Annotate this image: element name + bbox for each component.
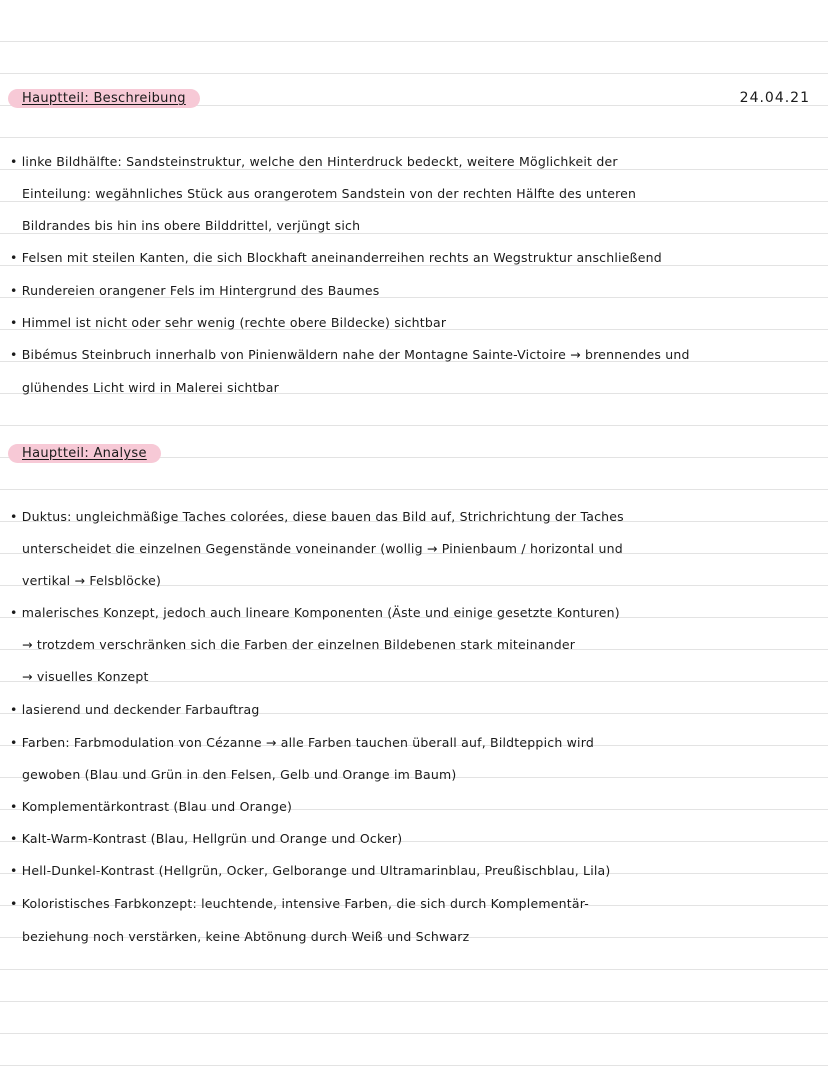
text-line: • Farben: Farbmodulation von Cézanne → alle Farben tauchen überall auf, Bildteppich wird — [10, 735, 594, 750]
text-line: • Koloristisches Farbkonzept: leuchtende, intensive Farben, die sich durch Komplementär- — [10, 896, 589, 911]
text-line: Einteilung: wegähnliches Stück aus orangerotem Sandstein von der rechten Hälfte des unteren — [22, 186, 637, 201]
text-line: • Duktus: ungleichmäßige Taches colorées, diese bauen das Bild auf, Strichrichtung der Taches — [10, 509, 624, 524]
text-line: glühendes Licht wird in Malerei sichtbar — [22, 380, 279, 395]
text-line: • Felsen mit steilen Kanten, die sich Blockhaft aneinanderreihen rechts an Wegstruktur anschließend — [10, 250, 662, 265]
section-heading-analyse: Hauptteil: Analyse — [8, 444, 161, 463]
text-line: unterscheidet die einzelnen Gegenstände voneinander (wollig → Pinienbaum / horizontal und — [22, 541, 623, 556]
text-line: • lasierend und deckender Farbauftrag — [10, 702, 260, 717]
text-line: → visuelles Konzept — [22, 669, 149, 684]
text-line: gewoben (Blau und Grün in den Felsen, Gelb und Orange im Baum) — [22, 767, 457, 782]
text-line: beziehung noch verstärken, keine Abtönung durch Weiß und Schwarz — [22, 929, 470, 944]
text-line: • Rundereien orangener Fels im Hintergrund des Baumes — [10, 283, 380, 298]
text-line: • malerisches Konzept, jedoch auch lineare Komponenten (Äste und einige gesetzte Konturen) — [10, 605, 620, 620]
text-line: → trotzdem verschränken sich die Farben der einzelnen Bildebenen stark miteinander — [22, 637, 576, 652]
text-line: Bildrandes bis hin ins obere Bilddrittel, verjüngt sich — [22, 218, 361, 233]
text-line: • Kalt-Warm-Kontrast (Blau, Hellgrün und Orange und Ocker) — [10, 831, 403, 846]
text-line: • Himmel ist nicht oder sehr wenig (rechte obere Bildecke) sichtbar — [10, 315, 447, 330]
text-line: • linke Bildhälfte: Sandsteinstruktur, welche den Hinterdruck bedeckt, weitere Möglichkeit der — [10, 154, 618, 169]
text-line: • Hell-Dunkel-Kontrast (Hellgrün, Ocker, Gelborange und Ultramarinblau, Preußischblau, Lila) — [10, 863, 611, 878]
text-line: • Komplementärkontrast (Blau und Orange) — [10, 799, 293, 814]
date-label: 24.04.21 — [739, 90, 810, 106]
section-heading-beschreibung: Hauptteil: Beschreibung — [8, 89, 200, 108]
text-line: • Bibémus Steinbruch innerhalb von Pinienwäldern nahe der Montagne Sainte-Victoire → brennendes und — [10, 347, 690, 362]
text-line: vertikal → Felsblöcke) — [22, 573, 162, 588]
